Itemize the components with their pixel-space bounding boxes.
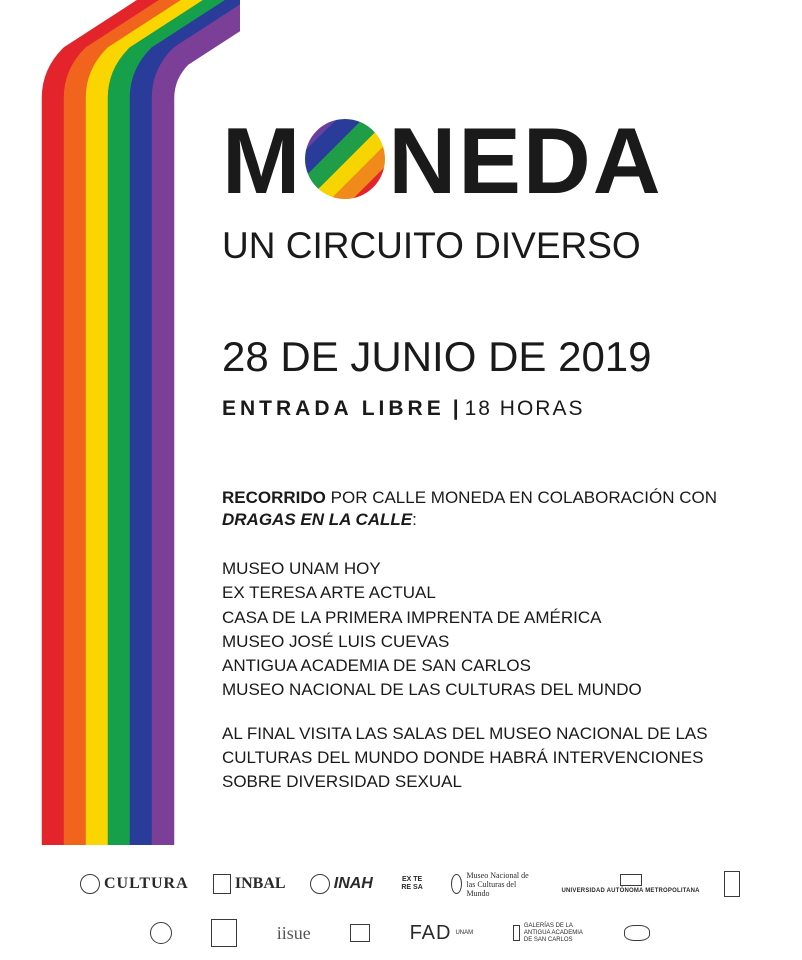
- iisue-logo: [277, 923, 311, 944]
- museo-culturas-icon: [451, 874, 462, 894]
- cuevas-mark-icon: [150, 922, 172, 944]
- tour-description: [222, 487, 742, 531]
- tour-colon: :: [412, 510, 417, 529]
- galerias-logo: [513, 923, 585, 944]
- rainbow-o-disc: [305, 119, 385, 199]
- sponsor-logos-row-1: [80, 864, 740, 904]
- exteresa-logo: [397, 876, 427, 892]
- imprenta-logo: [724, 871, 740, 897]
- cultura-logo: [80, 874, 189, 894]
- venue-item: MUSEO JOSÉ LUIS CUEVAS: [222, 631, 450, 651]
- unam-shield-icon: [211, 919, 237, 947]
- free-entry-label: ENTRADA LIBRE: [222, 397, 445, 420]
- unam-shield-logo: [211, 919, 237, 947]
- script-logo: [624, 925, 650, 941]
- fad-logo-subtext: UNAM: [455, 929, 474, 936]
- title-letters-before: M: [222, 108, 303, 213]
- tour-text: POR CALLE MONEDA EN COLABORACIÓN CON: [325, 488, 717, 507]
- venue-list: [222, 557, 642, 703]
- unam-hoy-icon: [350, 924, 370, 942]
- title-letters-after: NEDA: [388, 108, 663, 213]
- entry-separator: |: [452, 397, 459, 420]
- venue-item: MUSEO UNAM HOY: [222, 559, 381, 578]
- moneda-title: [222, 108, 663, 213]
- museo-culturas-logo: [451, 871, 537, 898]
- museo-cuevas-logo: [150, 922, 172, 944]
- venue-item: CASA DE LA PRIMERA IMPRENTA DE AMÉRICA: [222, 607, 602, 627]
- imprenta-building-icon: [724, 871, 740, 897]
- exteresa-logo-text: EX TE RE SA: [401, 876, 423, 891]
- unam-hoy-logo: [350, 924, 370, 942]
- galerias-subtitle: DE LA ANTIGUA ACADEMIA DE SAN CARLOS: [523, 922, 583, 943]
- event-date: 28 DE JUNIO DE 2019: [222, 333, 652, 380]
- subtitle: UN CIRCUITO DIVERSO: [222, 225, 641, 266]
- inah-logo-text: INAH: [333, 875, 373, 892]
- cultura-logo-text: CULTURA: [104, 875, 189, 892]
- venue-item: ANTIGUA ACADEMIA DE SAN CARLOS: [222, 656, 531, 676]
- event-hours: 18 HORAS: [464, 397, 585, 420]
- galerias-logo-text: [524, 923, 585, 944]
- fad-logo-text: FAD: [409, 921, 452, 944]
- inbal-logo-text: INBAL: [234, 875, 286, 892]
- tour-bold-label: RECORRIDO: [222, 488, 326, 507]
- inah-logo: [310, 874, 373, 894]
- inbal-logo: [213, 874, 286, 894]
- galerias-title: GALERÍAS: [523, 922, 554, 929]
- uam-logo-text: UNIVERSIDAD AUTÓNOMA METROPOLITANA: [561, 888, 700, 894]
- script-mark-icon: [624, 925, 650, 941]
- uam-mark-icon: [620, 874, 642, 886]
- sponsor-logos-row-2: [150, 913, 650, 953]
- tour-partner: DRAGAS EN LA CALLE: [222, 510, 413, 529]
- inbal-mark-icon: [213, 874, 231, 894]
- closing-note: AL FINAL VISITA LAS SALAS DEL MUSEO NACIONAL DE LAS CULTURAS DEL MUNDO DONDE HABRÁ INTERVENCIONES SOBRE DIVERSIDAD SEXUAL: [222, 724, 708, 791]
- uam-logo: [561, 874, 699, 894]
- iisue-logo-text: iisue: [276, 922, 311, 943]
- inah-80-icon: [310, 874, 330, 894]
- fad-logo: [410, 922, 474, 945]
- entry-line: [222, 396, 584, 422]
- museo-culturas-logo-text: Museo Nacional de las Culturas del Mundo: [466, 870, 529, 898]
- rainbow-stripes: [0, 0, 240, 845]
- venue-item: MUSEO NACIONAL DE LAS CULTURAS DEL MUNDO: [222, 680, 642, 700]
- mexico-seal-icon: [80, 874, 100, 894]
- venue-item: EX TERESA ARTE ACTUAL: [222, 583, 436, 603]
- galerias-mark-icon: [513, 925, 520, 941]
